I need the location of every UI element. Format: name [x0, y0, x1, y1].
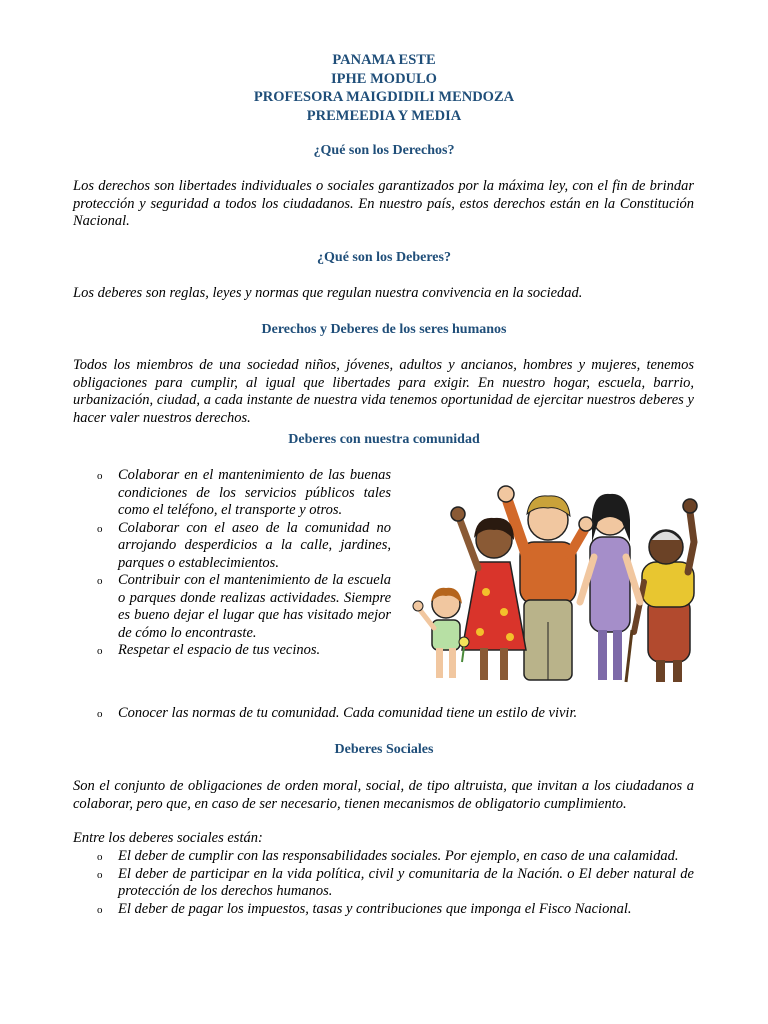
heading-derechos: ¿Qué son los Derechos? [313, 143, 455, 158]
bullet-marker: o [97, 708, 103, 720]
bullet-marker: o [97, 522, 103, 535]
child-figure [413, 588, 469, 678]
group-of-people-cheering-icon [408, 482, 700, 688]
list-item [73, 705, 694, 723]
bullet-marker: o [97, 575, 103, 587]
heading-deberes-sociales: Deberes Sociales [334, 742, 434, 757]
list-item [73, 901, 694, 919]
bullet-marker: o [97, 851, 103, 863]
heading-comunidad: Deberes con nuestra comunidad [288, 432, 480, 447]
paragraph-derechos: Los derechos son libertades individuales o sociales garantizados por la máxima ley, con el fin de brindar protección y seguridad a todos los ciudadanos. En nuestro país, estos derechos están en la Constitución Nacional. [73, 178, 694, 229]
paragraph-deberes-sociales: Son el conjunto de obligaciones de orden moral, social, de tipo altruista, que invitan a los ciudadanos a colaborar, pero que, en caso de ser necesario, tienen mecanismos de obligatorio cumplimiento. [73, 778, 694, 812]
list-item-text: Conocer las normas de tu comunidad. Cada comunidad tiene un estilo de vivir. [118, 705, 578, 721]
list-item-text: Colaborar en el mantenimiento de las buenas condiciones de los servicios públicos tales como el teléfono, el transporte y otros. [118, 467, 391, 518]
list-item-text: El deber de pagar los impuestos, tasas y contribuciones que imponga el Fisco Nacional. [118, 900, 632, 917]
list-item-text: El deber de cumplir con las responsabilidades sociales. Por ejemplo, en caso de una calamidad. [118, 848, 679, 864]
heading-deberes: ¿Qué son los Deberes? [317, 250, 451, 265]
list-deberes-sociales [73, 848, 694, 918]
header-line-program: IPHE MODULO [331, 70, 437, 87]
bullet-marker: o [97, 903, 103, 916]
list-item [73, 572, 391, 642]
list-item [73, 866, 694, 901]
list-deberes-comunidad [73, 467, 391, 660]
list-item [73, 467, 391, 520]
header-line-region: PANAMA ESTE [332, 52, 436, 68]
bullet-marker: o [97, 645, 103, 657]
bullet-marker: o [97, 868, 103, 881]
list-item [73, 520, 391, 573]
paragraph-deberes: Los deberes son reglas, leyes y normas que regulan nuestra convivencia en la sociedad. [73, 285, 583, 301]
list-item-text: Colaborar con el aseo de la comunidad no arrojando desperdicios a la calle, jardines, parques o establecimientos. [118, 519, 391, 571]
list-item-text: Respetar el espacio de tus vecinos. [118, 642, 321, 658]
heading-derechos-deberes: Derechos y Deberes de los seres humanos [261, 322, 507, 337]
list-item [73, 642, 391, 660]
paragraph-deberes-sociales-intro: Entre los deberes sociales están: [73, 830, 263, 846]
paragraph-derechos-deberes: Todos los miembros de una sociedad niños, jóvenes, adultos y ancianos, hombres y mujeres, tenemos obligaciones para cumplir, al igual que libertades para exigir. En nuestro hogar, escuela, barrio, urbanización, ciudad, a cada instante de nuestra vida tenemos oportunidad de ejercitar nuestros deberes y hacer valer nuestros derechos. [73, 357, 694, 426]
document-header [0, 51, 768, 125]
bullet-marker: o [97, 470, 103, 482]
list-item-text: Contribuir con el mantenimiento de la escuela o parques donde realizas actividades. Siempre es bueno dejar el lugar que has visitado mejor de cómo lo encontraste. [118, 572, 391, 641]
header-line-level: PREMEEDIA Y MEDIA [306, 107, 462, 124]
header-line-teacher: PROFESORA MAIGDIDILI MENDOZA [253, 89, 515, 105]
list-item-text: El deber de participar en la vida política, civil y comunitaria de la Nación. o El deber natural de protección de los derechos humanos. [118, 865, 694, 899]
list-deberes-comunidad-continued [73, 705, 694, 723]
list-item [73, 848, 694, 866]
